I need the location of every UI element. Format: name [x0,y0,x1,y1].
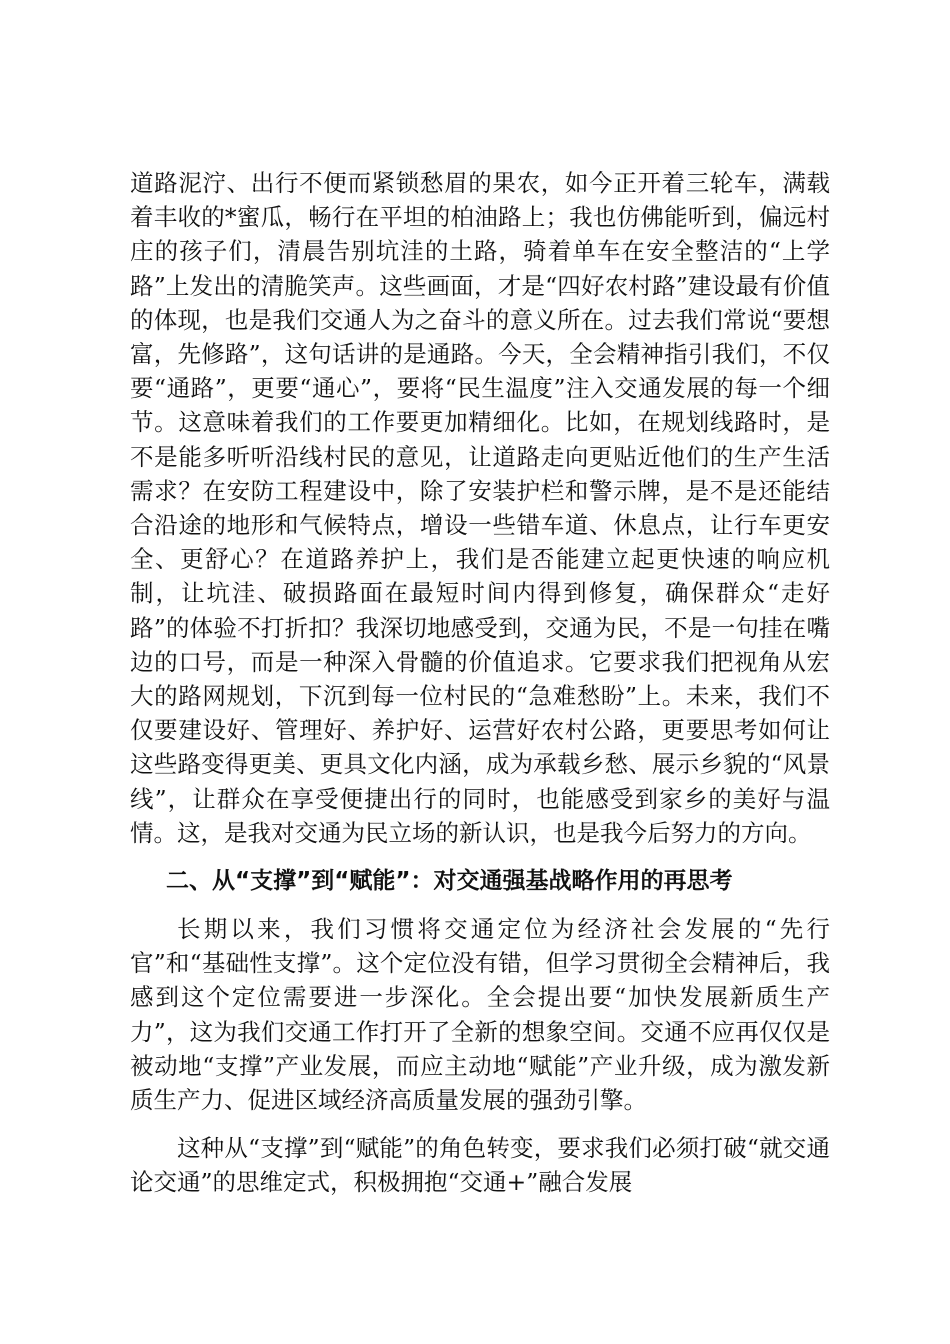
section-heading: 二、从“支撑”到“赋能”：对交通强基战略作用的再思考 [166,868,733,895]
paragraph-spacer [130,850,830,864]
paragraph-continued: 道路泥泞、出行不便而紧锁愁眉的果农，如今正开着三轮车，满载着丰收的*蜜瓜，畅行在平坦的柏油路上；我也仿佛能听到，偏远村庄的孩子们，清晨告别坑洼的土路，骑着单车在安全整洁的“上学路”上发出的清脆笑声。这些画面，才是“四好农村路”建设最有价值的体现，也是我们交通人为之奋斗的意义所在。过去我们常说“要想富，先修路”，这句话讲的是通路。今天，全会精神指引我们，不仅要“通路”，更要“通心”，要将“民生温度”注入交通发展的每一个细节。这意味着我们的工作要更加精细化。比如，在规划线路时，是不是能多听听沿线村民的意见，让道路走向更贴近他们的生产生活需求？在安防工程建设中，除了安装护栏和警示牌，是不是还能结合沿途的地形和气候特点，增设一些错车道、休息点，让行车更安全、更舒心？在道路养护上，我们是否能建立起更快速的响应机制，让坑洼、破损路面在最短时间内得到修复，确保群众“走好路”的体验不打折扣？我深切地感受到，交通为民，不是一句挂在嘴边的口号，而是一种深入骨髓的价值追求。它要求我们把视角从宏大的路网规划，下沉到每一位村民的“急难愁盼”上。未来，我们不仅要建设好、管理好、养护好、运营好农村公路，更要思考如何让这些路变得更美、更具文化内涵，成为承载乡愁、展示乡貌的“风景线”，让群众在享受便捷出行的同时，也能感受到家乡的美好与温情。这，是我对交通为民立场的新认识，也是我今后努力的方向。 [130,169,830,847]
paragraph-spacer [130,1117,830,1131]
paragraph-3: 这种从“支撑”到“赋能”的角色转变，要求我们必须打破“就交通论交通”的思维定式，积极拥抱“交通+”融合发展 [130,1134,830,1197]
document-body [130,166,830,1200]
paragraph-2: 长期以来，我们习惯将交通定位为经济社会发展的“先行官”和“基础性支撑”。这个定位没有错，但学习贯彻全会精神后，我感到这个定位需要进一步深化。全会提出要“加快发展新质生产力”，这为我们交通工作打开了全新的想象空间。交通不应再仅仅是被动地“支撑”产业发展，而应主动地“赋能”产业升级，成为激发新质生产力、促进区域经济高质量发展的强劲引擎。 [130,915,830,1115]
paragraph-spacer [130,898,830,912]
